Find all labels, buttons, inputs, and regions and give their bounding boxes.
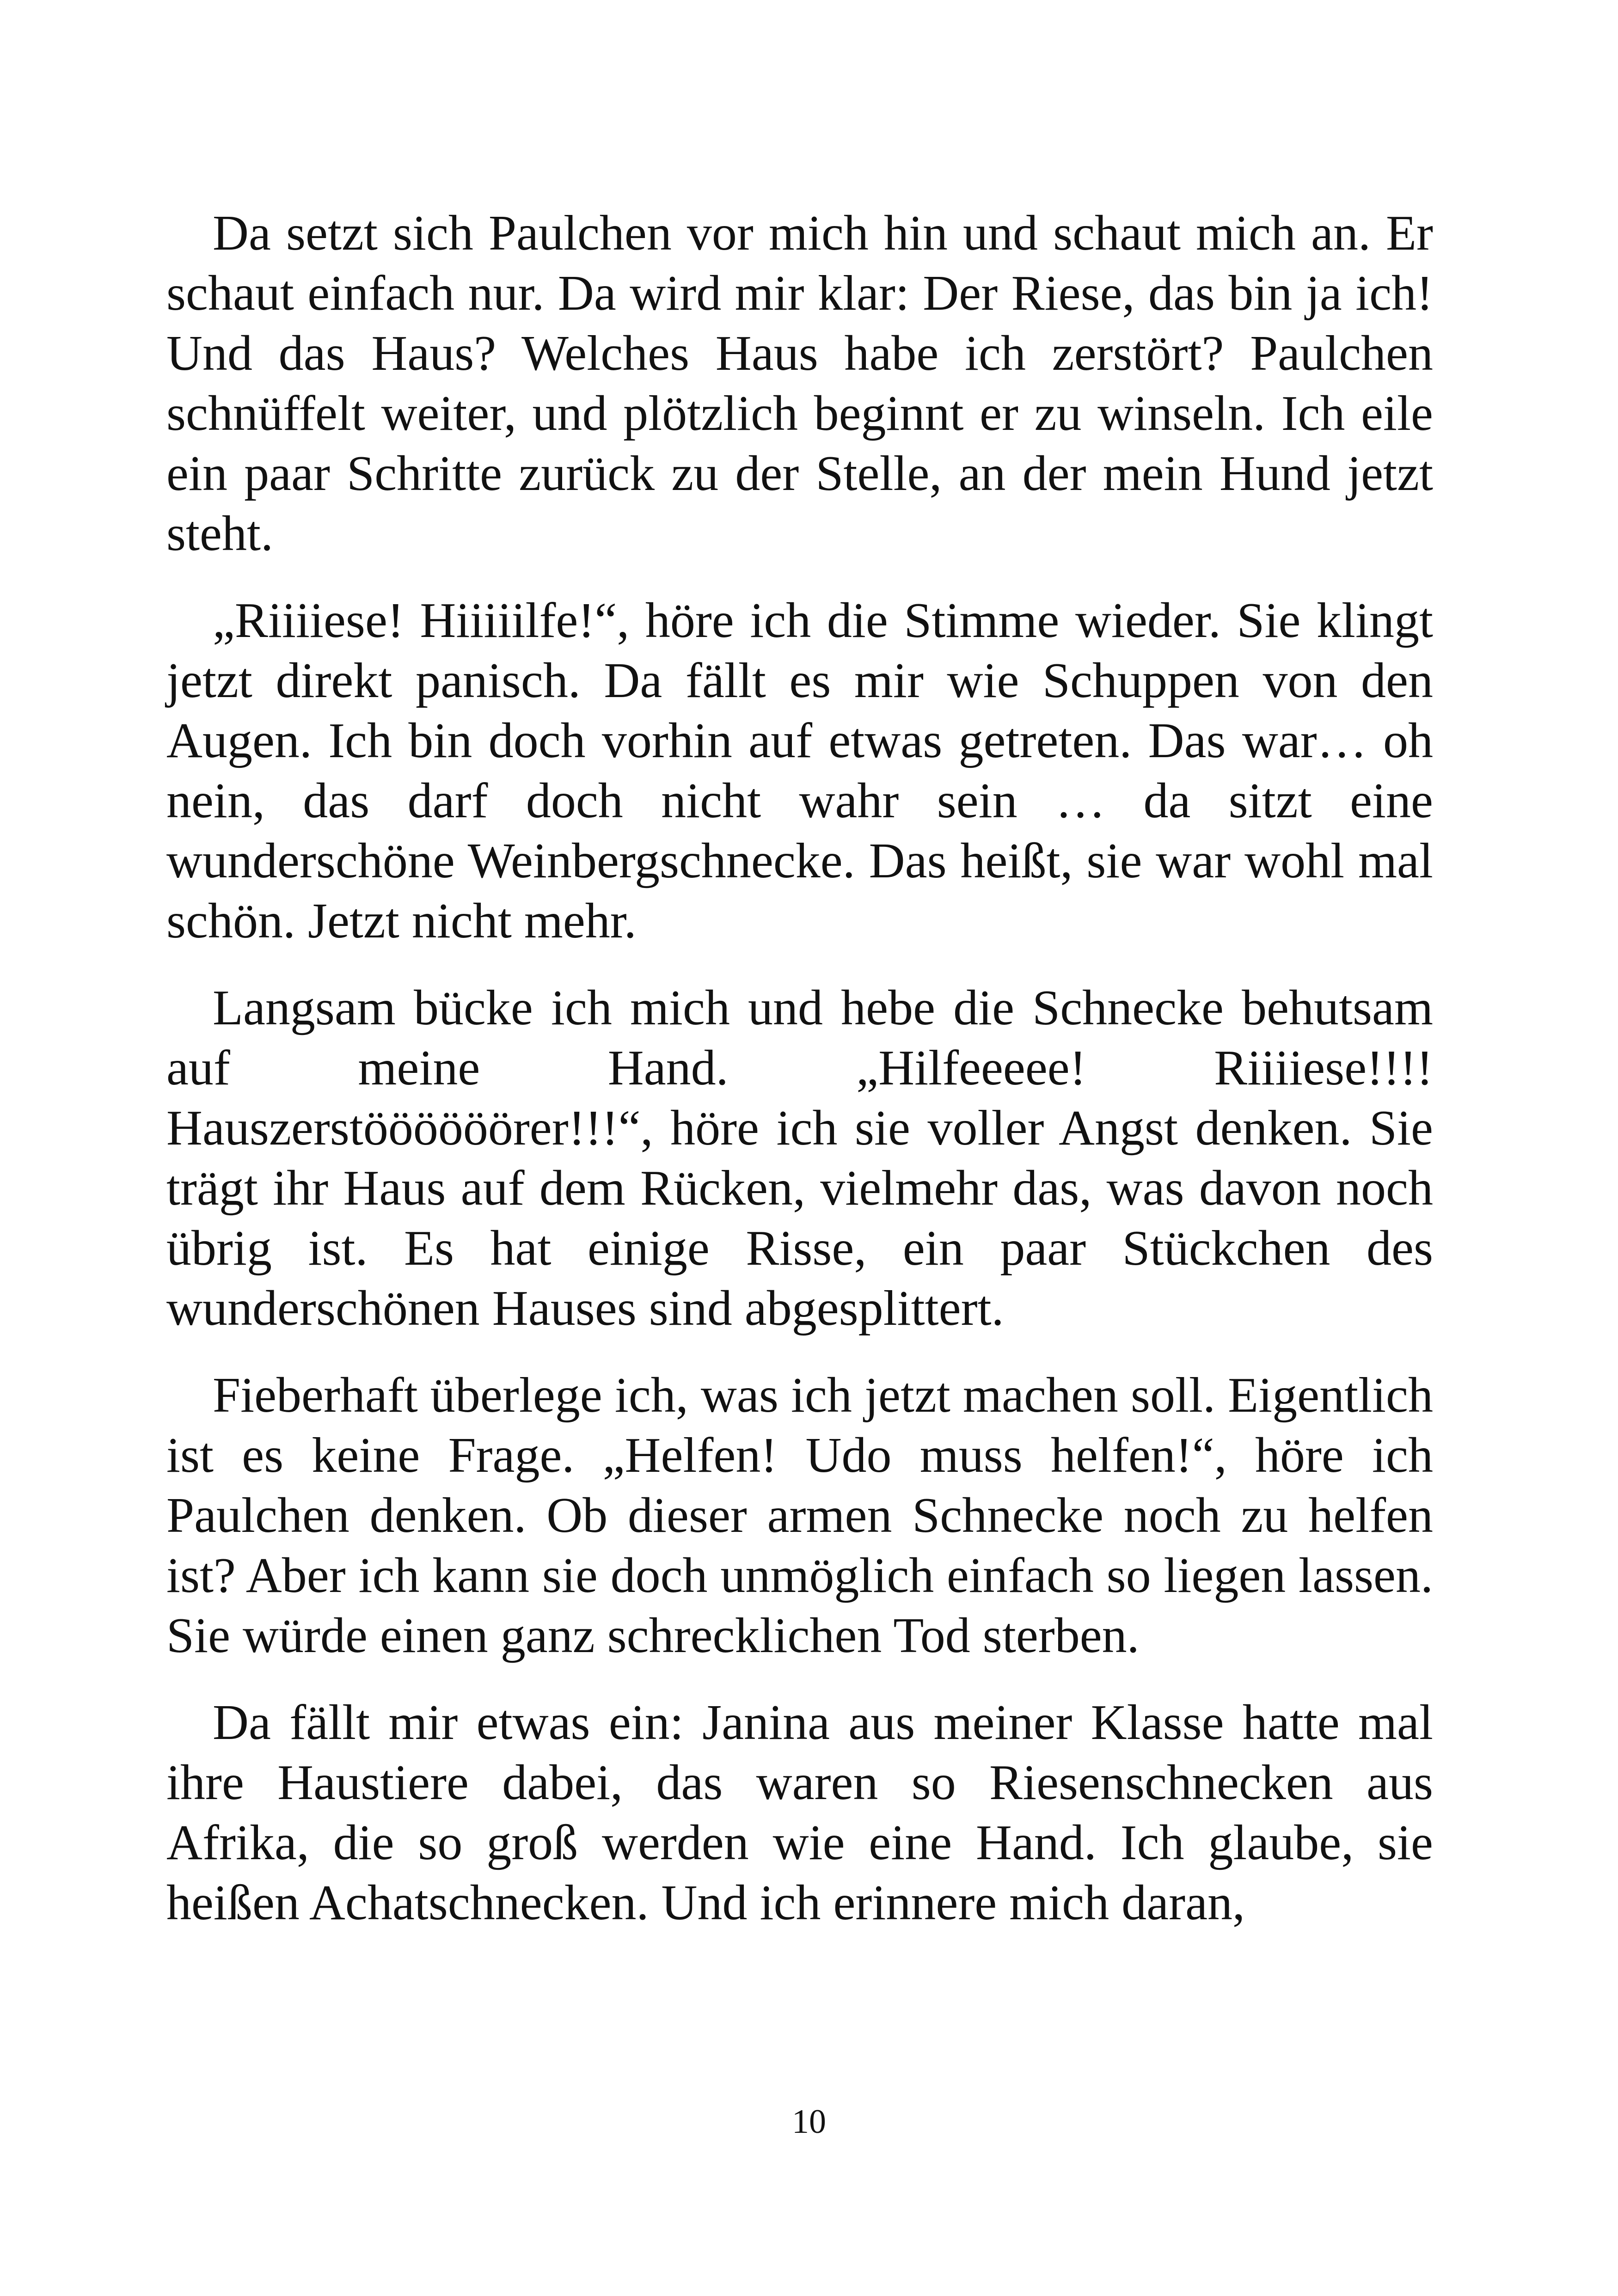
paragraph: Fieberhaft überlege ich, was ich jetzt machen soll. Eigentlich ist es keine Frage. „Helfen! Udo muss helfen!“, höre ich Paulchen denken. Ob dieser armen Schnecke noch zu helfen ist? Aber ich kann sie doch unmöglich einfach so liegen lassen. Sie würde einen ganz schrecklichen Tod sterben. xyxy=(166,1368,1433,1663)
paragraph: „Riiiiese! Hiiiiilfe!“, höre ich die Stimme wieder. Sie klingt jetzt direkt panisch. Da fällt es mir wie Schuppen von den Augen. Ich bin doch vorhin auf etwas getreten. Das war… oh nein, das darf doch nicht wahr sein … da sitzt eine wunderschöne Weinbergschnecke. Das heißt, sie war wohl mal schön. Jetzt nicht mehr. xyxy=(166,593,1433,949)
paragraph: Langsam bücke ich mich und hebe die Schnecke behutsam auf meine Hand. „Hilfeeeee! Riiiiese!!!! Hauszerstöööööörer!!!“, höre ich sie voller Angst denken. Sie trägt ihr Haus auf dem Rücken, vielmehr das, was davon noch übrig ist. Es hat einige Risse, ein paar Stückchen des wunderschönen Hauses sind abgesplittert. xyxy=(166,980,1433,1336)
paragraph: Da fällt mir etwas ein: Janina aus meiner Klasse hatte mal ihre Haustiere dabei, das waren so Riesenschnecken aus Afrika, die so groß werden wie eine Hand. Ich glaube, sie heißen Achatschnecken. Und ich erinnere mich daran, xyxy=(166,1695,1433,1930)
page-number: 10 xyxy=(792,2103,826,2141)
paragraph: Da setzt sich Paulchen vor mich hin und schaut mich an. Er schaut einfach nur. Da wird mir klar: Der Riese, das bin ja ich! Und das Haus? Welches Haus habe ich zerstört? Paulchen schnüffelt weiter, und plötzlich beginnt er zu winseln. Ich eile ein paar Schritte zurück zu der Stelle, an der mein Hund jetzt steht. xyxy=(166,206,1433,561)
body-text xyxy=(166,203,1433,1933)
